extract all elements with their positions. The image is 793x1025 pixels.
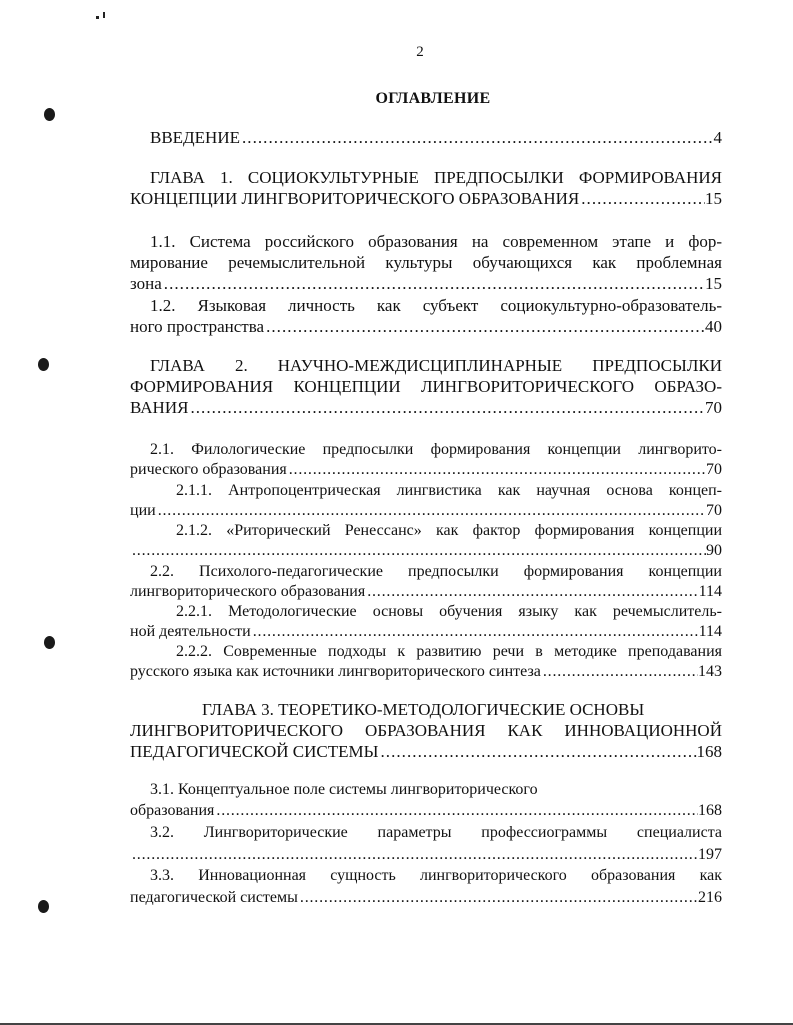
toc-section-1-2-line1 [150,296,722,316]
toc-page-number: 114 [698,623,722,640]
toc-section-3-1-line2 [130,801,722,821]
leader-dots [188,398,705,418]
toc-chapter-text: ЛИНГВОРИТОРИЧЕСКОГО ОБРАЗОВАНИЯ КАК ИННОВАЦИОННОЙ [130,721,722,740]
toc-section-2-2-line1 [150,562,722,582]
toc-chapter-3-line1 [202,700,722,720]
toc-chapter-text: ВАНИЯ [130,398,189,417]
toc-subsection-text: русского языка как источники лингвориторического синтеза [130,663,541,680]
toc-chapter-text: ГЛАВА 2. НАУЧНО-МЕЖДИСЦИПЛИНАРНЫЕ ПРЕДПОСЫЛКИ [150,356,722,375]
leader-dots [156,501,706,521]
toc-section-3-3-line2 [130,888,722,908]
leader-dots [378,742,696,762]
toc-section-text: образования [130,802,215,819]
toc-subsection-2-2-2-line1 [176,642,722,662]
leader-dots [130,845,698,865]
toc-section-3-2-line1 [150,823,722,843]
toc-chapter-text: КОНЦЕПЦИИ ЛИНГВОРИТОРИЧЕСКОГО ОБРАЗОВАНИЯ [130,189,580,208]
toc-section-text: 3.1. Концептуальное поле системы лингвориторического [150,781,538,798]
toc-section-3-2-line2 [130,845,722,865]
leader-dots [264,317,705,337]
toc-page-number: 4 [713,128,722,147]
toc-section-text: 3.2. Лингвориторические параметры профессиограммы специалиста [150,824,722,841]
punch-hole-2 [38,358,49,371]
toc-section-3-3-line1 [150,866,722,886]
toc-chapter-1-line1 [150,168,722,188]
leader-dots [298,888,698,908]
toc-section-3-1-line1 [150,780,722,800]
toc-section-2-2-line2 [130,582,722,602]
toc-subsection-text: 2.2.1. Методологические основы обучения языку как речемыслитель- [176,603,722,620]
toc-subsection-text: 2.1.1. Антропоцентрическая лингвистика как научная основа концеп- [176,482,722,499]
punch-hole-1 [44,108,55,121]
leader-dots [579,189,705,209]
toc-subsection-2-1-2-line2 [130,541,722,561]
toc-chapter-1-line2 [130,189,722,209]
toc-chapter-2-line3 [130,398,722,418]
punch-hole-3 [44,636,55,649]
toc-section-text: 2.2. Психолого-педагогические предпосылки формирования концепции [150,563,722,580]
leader-dots [287,460,706,480]
leader-dots [251,622,699,642]
toc-subsection-2-1-1-line1 [176,481,722,501]
punch-hole-4 [38,900,49,913]
toc-section-1-1-line1 [150,232,722,252]
toc-subsection-text: ной деятельности [130,623,251,640]
toc-section-1-1-line2 [130,253,722,273]
toc-section-text: ного пространства [130,317,265,336]
toc-chapter-2-line1 [150,356,722,376]
toc-subsection-text: 2.2.2. Современные подходы к развитию речи в методике преподавания [176,643,722,660]
toc-section-2-1-line1 [150,440,722,460]
toc-section-text: рического образования [130,461,287,478]
toc-page-number: 114 [698,583,722,600]
toc-chapter-text: ФОРМИРОВАНИЯ КОНЦЕПЦИИ ЛИНГВОРИТОРИЧЕСКОГО ОБРАЗО- [130,377,722,396]
toc-page-number: 40 [705,317,722,336]
toc-section-text: 3.3. Инновационная сущность лингвориторического образования как [150,867,722,884]
toc-section-text: 1.1. Система российского образования на современном этапе и фор- [150,232,722,251]
scan-speck [96,16,99,19]
leader-dots [365,582,698,602]
toc-section-2-1-line2 [130,460,722,480]
toc-subsection-2-1-1-line2 [130,501,722,521]
leader-dots [541,662,698,682]
toc-subsection-2-2-1-line1 [176,602,722,622]
page-number: 2 [416,44,424,60]
toc-section-text: мирование речемыслительной культуры обучающихся как проблемная [130,253,722,272]
toc-subsection-2-1-2-line1 [176,521,722,541]
toc-section-text: лингвориторического образования [130,583,366,600]
toc-page-number: 15 [705,189,722,208]
leader-dots [240,128,714,148]
toc-chapter-2-line2 [130,377,722,397]
toc-page-number: 216 [698,889,722,906]
toc-entry-intro [150,128,722,148]
toc-section-1-1-line3 [130,274,722,294]
toc-page-number: 168 [698,802,722,819]
toc-chapter-3-line3 [130,742,722,762]
leader-dots [214,801,698,821]
toc-chapter-text: ГЛАВА 3. ТЕОРЕТИКО-МЕТОДОЛОГИЧЕСКИЕ ОСНОВЫ [202,700,645,719]
leader-dots [130,541,706,561]
toc-section-text: 2.1. Филологические предпосылки формирования концепции лингворито- [150,441,722,458]
toc-page-number: 70 [706,461,722,478]
toc-page-number: 197 [698,846,722,863]
leader-dots [162,274,705,294]
toc-chapter-3-line2 [130,721,722,741]
page-title: ОГЛАВЛЕНИЕ [375,90,491,107]
toc-page-number: 143 [698,663,722,680]
toc-section-text: 1.2. Языковая личность как субъект социокультурно-образователь- [150,296,722,315]
toc-section-text: зона [130,274,162,293]
toc-section-text: педагогической системы [130,889,298,906]
toc-subsection-text: ции [130,502,156,519]
toc-page-number: 70 [705,398,722,417]
toc-chapter-text: ПЕДАГОГИЧЕСКОЙ СИСТЕМЫ [130,742,379,761]
toc-section-1-2-line2 [130,317,722,337]
scan-speck [103,12,105,18]
toc-page-number: 90 [706,542,722,559]
toc-entry-label: ВВЕДЕНИЕ [150,128,240,147]
toc-subsection-text: 2.1.2. «Риторический Ренессанс» как фактор формирования концепции [176,522,722,539]
toc-chapter-text: ГЛАВА 1. СОЦИОКУЛЬТУРНЫЕ ПРЕДПОСЫЛКИ ФОРМИРОВАНИЯ [150,168,722,187]
toc-page-number: 168 [696,742,722,761]
toc-page-number: 15 [705,274,722,293]
toc-page-number: 70 [706,502,722,519]
toc-subsection-2-2-1-line2 [130,622,722,642]
toc-subsection-2-2-2-line2 [130,662,722,682]
